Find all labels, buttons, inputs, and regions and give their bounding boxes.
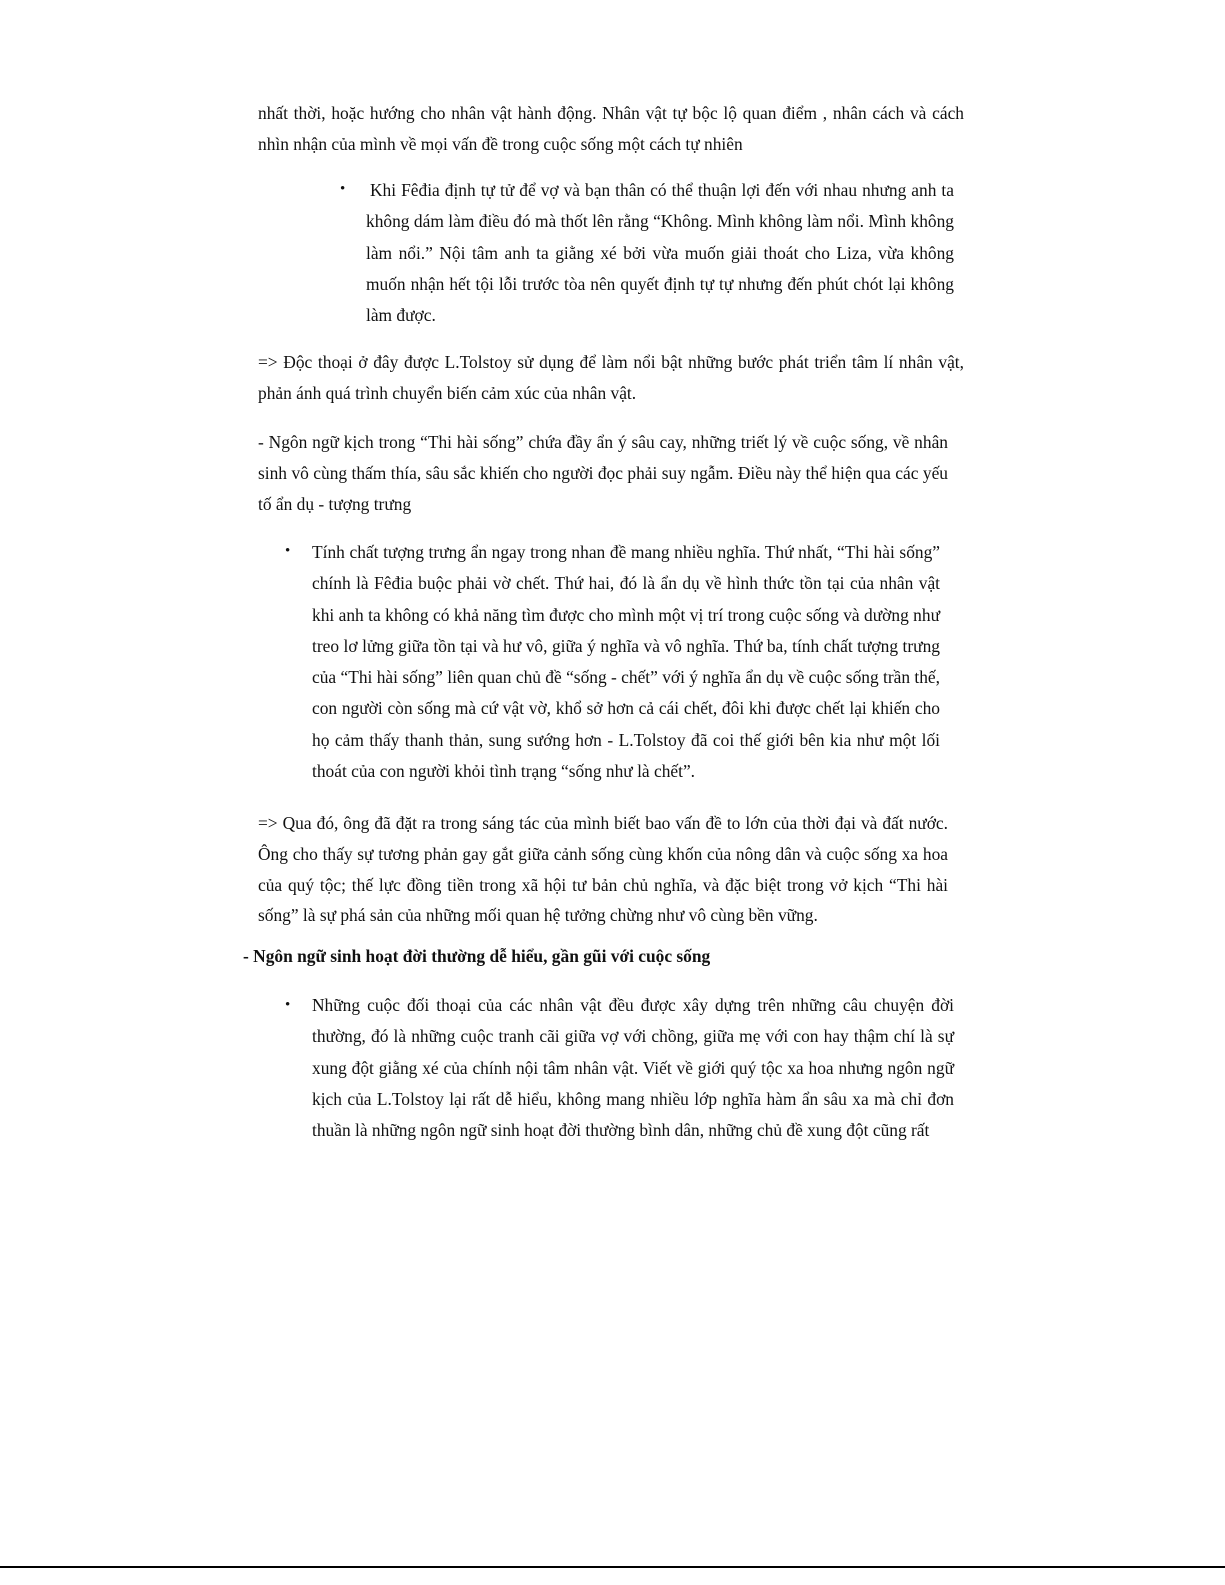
bullet-marker: •	[340, 181, 346, 197]
bullet-title-symbolism: Tính chất tượng trưng ẩn ngay trong nhan đề mang nhiều nghĩa. Thứ nhất, “Thi hài sống” chính là Fêđia buộc phải vờ chết. Thứ hai, đó là ẩn dụ về hình thức tồn tại của nhân vật khi anh ta không có khả năng tìm được cho mình một vị trí trong cuộc sống và dường như treo lơ lửng giữa tồn tại và hư vô, giữa ý nghĩa và vô nghĩa. Thứ ba, tính chất tượng trưng của “Thi hài sống” liên quan chủ đề “sống - chết” với ý nghĩa ẩn dụ về cuộc sống trần thế, con người còn sống mà cứ vật vờ, khổ sở hơn cả cái chết, đôi khi được chết lại khiến cho họ cảm thấy thanh thản, sung sướng hơn - L.Tolstoy đã coi thế giới bên kia như một lối thoát của con người khỏi tình trạng “sống như là chết”.	[312, 542, 940, 782]
bullet-marker: •	[285, 543, 291, 559]
bullet-everyday-dialogues: Những cuộc đối thoại của các nhân vật đều được xây dựng trên những câu chuyện đời thường, đó là những cuộc tranh cãi giữa vợ với chồng, giữa mẹ với con hay thậm chí là sự xung đột giằng xé của chính nội tâm nhân vật. Viết về giới quý tộc xa hoa nhưng ngôn ngữ kịch của L.Tolstoy lại rất dễ hiểu, không mang nhiều lớp nghĩa hàm ẩn sâu xa mà chỉ đơn thuần là những ngôn ngữ sinh hoạt đời thường bình dân, những chủ đề xung đột cũng rất	[312, 995, 954, 1141]
paragraph-symbolism-intro: - Ngôn ngữ kịch trong “Thi hài sống” chứa đầy ẩn ý sâu cay, những triết lý về cuộc sống, về nhân sinh vô cùng thấm thía, sâu sắc khiến cho người đọc phải suy ngẫm. Điều này thể hiện qua các yếu tố ẩn dụ - tượng trưng	[258, 432, 948, 514]
bullet-marker: •	[285, 997, 291, 1013]
section-heading-everyday-language: - Ngôn ngữ sinh hoạt đời thường dễ hiểu, gần gũi với cuộc sống	[243, 946, 711, 966]
paragraph-intro-continuation: nhất thời, hoặc hướng cho nhân vật hành động. Nhân vật tự bộc lộ quan điểm , nhân cách và cách nhìn nhận của mình về mọi vấn đề trong cuộc sống một cách tự nhiên	[258, 103, 964, 154]
page-bottom-rule	[0, 1566, 1225, 1568]
paragraph-monologue-conclusion: => Độc thoại ở đây được L.Tolstoy sử dụng để làm nổi bật những bước phát triển tâm lí nhân vật, phản ánh quá trình chuyển biến cảm xúc của nhân vật.	[258, 352, 964, 403]
paragraph-themes-conclusion: => Qua đó, ông đã đặt ra trong sáng tác của mình biết bao vấn đề to lớn của thời đại và đất nước. Ông cho thấy sự tương phản gay gắt giữa cảnh sống cùng khốn của nông dân và cuộc sống xa hoa của quý tộc; thế lực đồng tiền trong xã hội tư bản chủ nghĩa, và đặc biệt trong vở kịch “Thi hài sống” là sự phá sản của những mối quan hệ tưởng chừng như vô cùng bền vững.	[258, 813, 948, 926]
bullet-fedia-suicide: Khi Fêđia định tự tử để vợ và bạn thân có thể thuận lợi đến với nhau nhưng anh ta không dám làm điều đó mà thốt lên rằng “Không. Mình không làm nổi. Mình không làm nổi.” Nội tâm anh ta giằng xé bởi vừa muốn giải thoát cho Liza, vừa không muốn nhận hết tội lỗi trước tòa nên quyết định tự tự nhưng đến phút chót lại không làm được.	[366, 180, 954, 326]
